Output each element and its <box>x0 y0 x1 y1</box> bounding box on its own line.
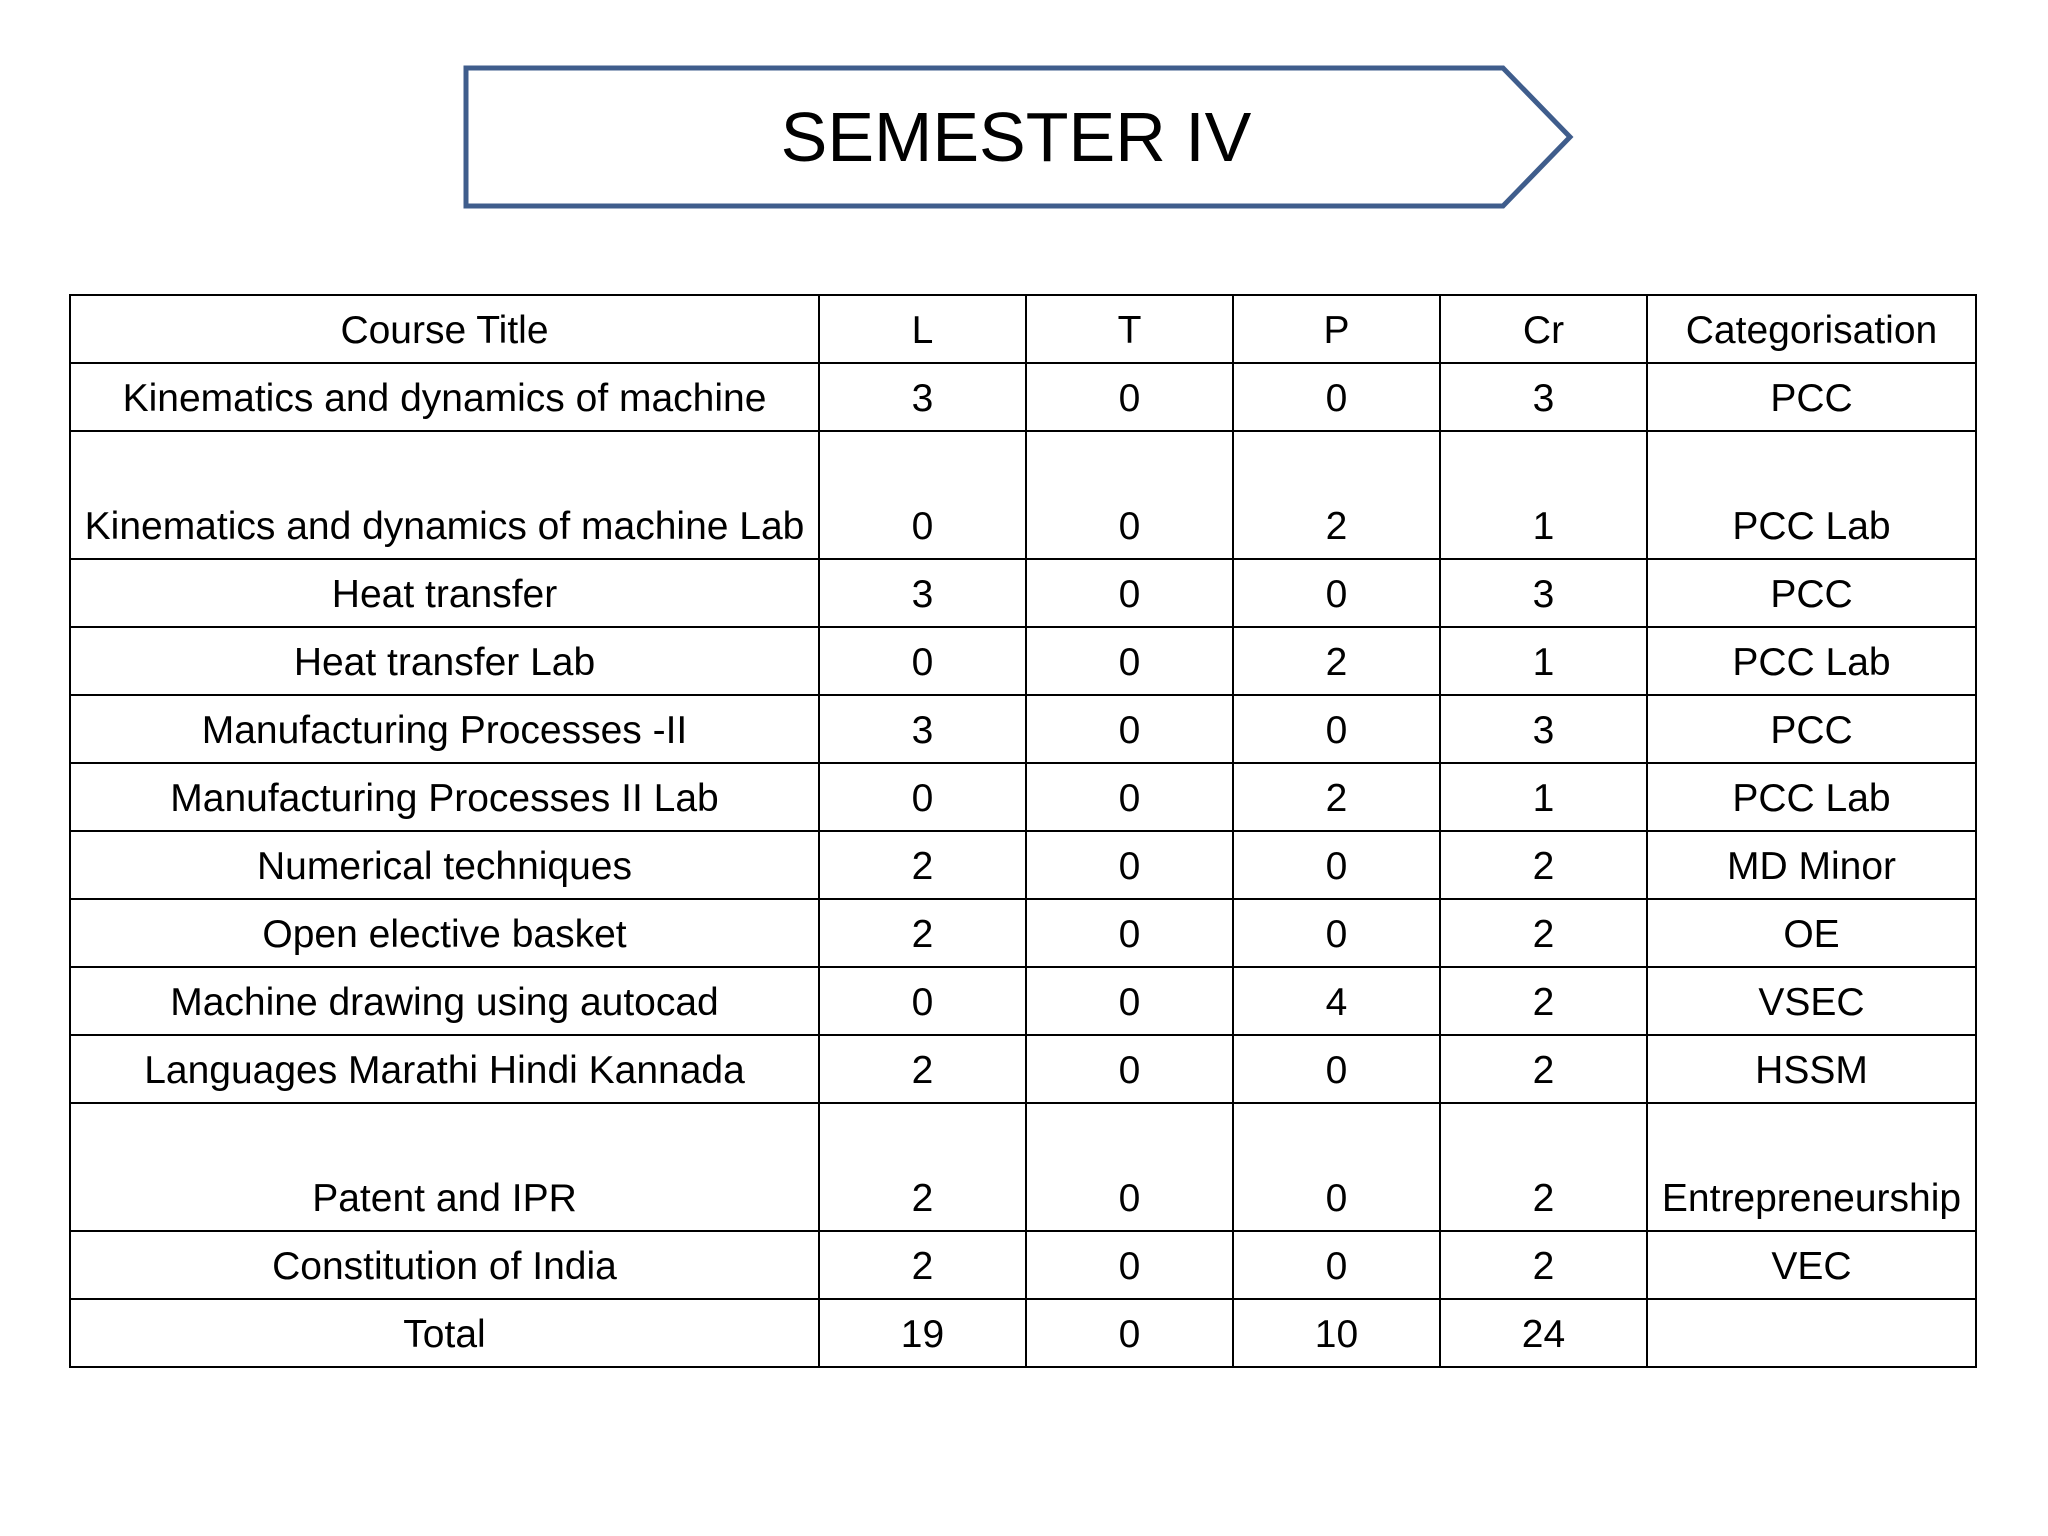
cell-categorisation: VEC <box>1647 1231 1976 1299</box>
cell-p: 4 <box>1233 967 1440 1035</box>
header-categorisation: Categorisation <box>1647 295 1976 363</box>
cell-p: 0 <box>1233 559 1440 627</box>
cell-course-title: Machine drawing using autocad <box>70 967 819 1035</box>
cell-t: 0 <box>1026 431 1233 559</box>
cell-course-title: Manufacturing Processes II Lab <box>70 763 819 831</box>
cell-t: 0 <box>1026 363 1233 431</box>
cell-cr: 2 <box>1440 1103 1647 1231</box>
cell-p: 0 <box>1233 831 1440 899</box>
header-t: T <box>1026 295 1233 363</box>
cell-l: 0 <box>819 627 1026 695</box>
cell-cr: 2 <box>1440 967 1647 1035</box>
header-p: P <box>1233 295 1440 363</box>
total-categorisation <box>1647 1299 1976 1367</box>
header-l: L <box>819 295 1026 363</box>
cell-cr: 2 <box>1440 899 1647 967</box>
cell-p: 2 <box>1233 627 1440 695</box>
cell-l: 3 <box>819 559 1026 627</box>
cell-cr: 1 <box>1440 431 1647 559</box>
cell-course-title: Heat transfer <box>70 559 819 627</box>
cell-l: 3 <box>819 363 1026 431</box>
total-p: 10 <box>1233 1299 1440 1367</box>
cell-course-title: Languages Marathi Hindi Kannada <box>70 1035 819 1103</box>
table-header-row <box>70 295 1976 363</box>
cell-categorisation: PCC Lab <box>1647 627 1976 695</box>
cell-categorisation: MD Minor <box>1647 831 1976 899</box>
table-row <box>70 627 1976 695</box>
cell-course-title: Numerical techniques <box>70 831 819 899</box>
table-row <box>70 431 1976 559</box>
cell-l: 0 <box>819 967 1026 1035</box>
table-row <box>70 363 1976 431</box>
table-row <box>70 559 1976 627</box>
cell-p: 2 <box>1233 763 1440 831</box>
cell-p: 0 <box>1233 899 1440 967</box>
cell-cr: 2 <box>1440 1231 1647 1299</box>
cell-p: 0 <box>1233 695 1440 763</box>
total-label: Total <box>70 1299 819 1367</box>
cell-cr: 1 <box>1440 627 1647 695</box>
cell-cr: 2 <box>1440 831 1647 899</box>
cell-t: 0 <box>1026 695 1233 763</box>
total-t: 0 <box>1026 1299 1233 1367</box>
cell-t: 0 <box>1026 899 1233 967</box>
cell-cr: 3 <box>1440 559 1647 627</box>
cell-l: 3 <box>819 695 1026 763</box>
table-row <box>70 695 1976 763</box>
header-cr: Cr <box>1440 295 1647 363</box>
cell-course-title: Kinematics and dynamics of machine Lab <box>70 431 819 559</box>
cell-l: 2 <box>819 831 1026 899</box>
course-table <box>69 294 1977 1368</box>
cell-categorisation: OE <box>1647 899 1976 967</box>
cell-t: 0 <box>1026 627 1233 695</box>
cell-categorisation: PCC Lab <box>1647 431 1976 559</box>
total-cr: 24 <box>1440 1299 1647 1367</box>
cell-t: 0 <box>1026 1103 1233 1231</box>
cell-course-title: Kinematics and dynamics of machine <box>70 363 819 431</box>
table-row <box>70 763 1976 831</box>
cell-p: 0 <box>1233 1103 1440 1231</box>
cell-t: 0 <box>1026 1035 1233 1103</box>
table-row <box>70 831 1976 899</box>
cell-p: 2 <box>1233 431 1440 559</box>
cell-l: 0 <box>819 763 1026 831</box>
cell-course-title: Heat transfer Lab <box>70 627 819 695</box>
cell-t: 0 <box>1026 1231 1233 1299</box>
cell-categorisation: PCC Lab <box>1647 763 1976 831</box>
cell-p: 0 <box>1233 363 1440 431</box>
header-course-title: Course Title <box>70 295 819 363</box>
cell-cr: 3 <box>1440 363 1647 431</box>
cell-l: 2 <box>819 899 1026 967</box>
cell-t: 0 <box>1026 967 1233 1035</box>
cell-cr: 1 <box>1440 763 1647 831</box>
cell-l: 0 <box>819 431 1026 559</box>
table-total-row <box>70 1299 1976 1367</box>
cell-t: 0 <box>1026 559 1233 627</box>
cell-categorisation: Entrepreneurship <box>1647 1103 1976 1231</box>
semester-banner <box>0 0 2048 260</box>
cell-course-title: Open elective basket <box>70 899 819 967</box>
cell-course-title: Manufacturing Processes -II <box>70 695 819 763</box>
cell-l: 2 <box>819 1103 1026 1231</box>
cell-t: 0 <box>1026 831 1233 899</box>
cell-p: 0 <box>1233 1231 1440 1299</box>
cell-categorisation: PCC <box>1647 363 1976 431</box>
cell-categorisation: PCC <box>1647 559 1976 627</box>
table-row <box>70 1035 1976 1103</box>
table-row <box>70 1103 1976 1231</box>
cell-l: 2 <box>819 1035 1026 1103</box>
cell-course-title: Constitution of India <box>70 1231 819 1299</box>
cell-cr: 2 <box>1440 1035 1647 1103</box>
page-title: SEMESTER IV <box>780 98 1252 176</box>
table-row <box>70 967 1976 1035</box>
cell-l: 2 <box>819 1231 1026 1299</box>
cell-categorisation: HSSM <box>1647 1035 1976 1103</box>
cell-p: 0 <box>1233 1035 1440 1103</box>
table-row <box>70 1231 1976 1299</box>
cell-categorisation: VSEC <box>1647 967 1976 1035</box>
table-row <box>70 899 1976 967</box>
total-l: 19 <box>819 1299 1026 1367</box>
cell-course-title: Patent and IPR <box>70 1103 819 1231</box>
cell-cr: 3 <box>1440 695 1647 763</box>
cell-t: 0 <box>1026 763 1233 831</box>
cell-categorisation: PCC <box>1647 695 1976 763</box>
